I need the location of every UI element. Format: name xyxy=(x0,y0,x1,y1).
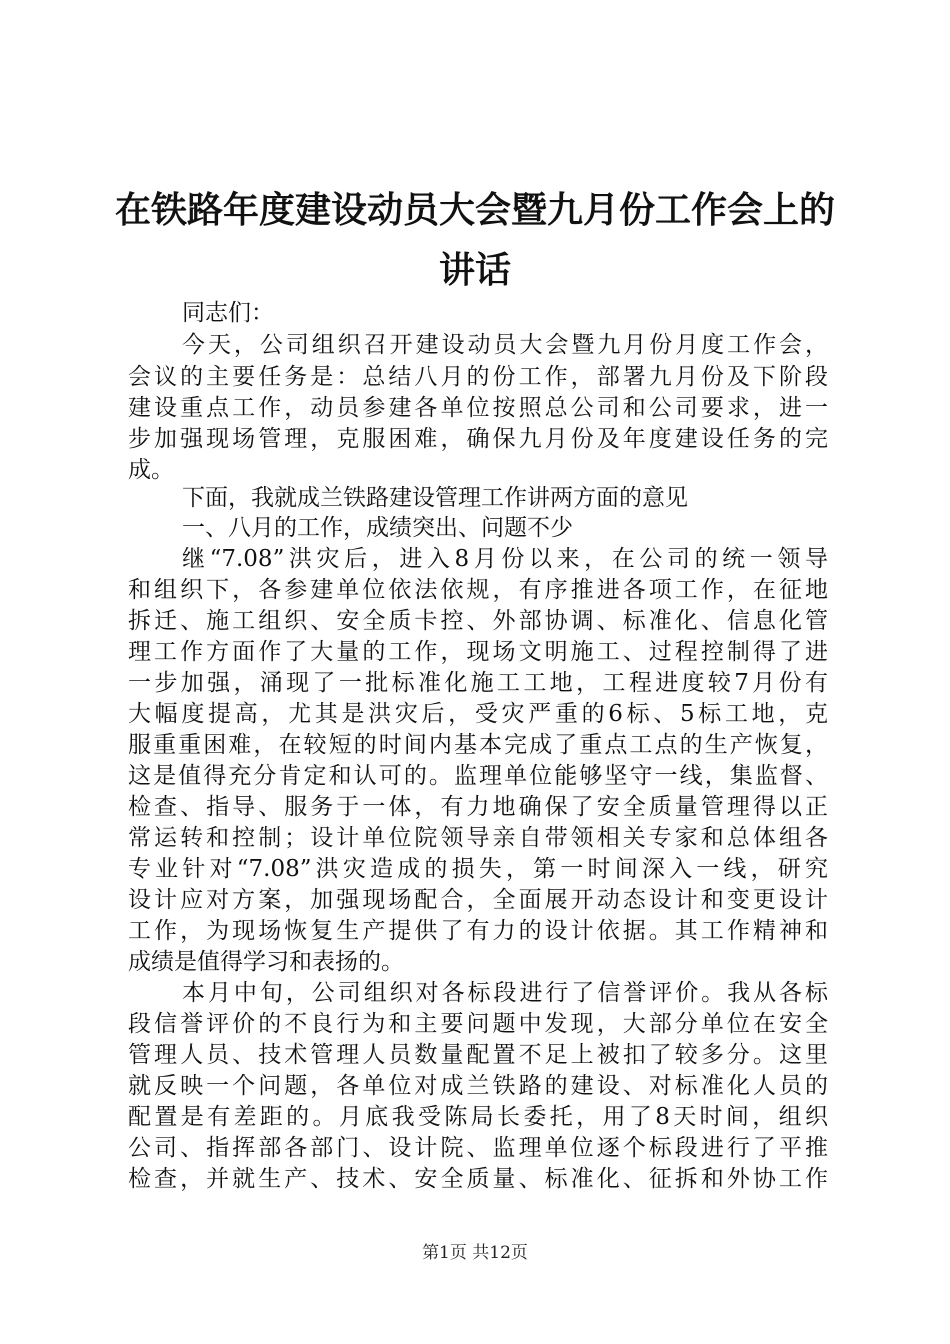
text-line: 工作，为现场恢复生产提供了有力的设计依据。其工作精神和 xyxy=(128,918,828,944)
text-line: 下面，我就成兰铁路建设管理工作讲两方面的意见 xyxy=(182,485,688,511)
text-line: 段信誉评价的不良行为和主要问题中发现，大部分单位在安全 xyxy=(128,1011,828,1037)
text-line: 一步加强，涌现了一批标准化施工工地，工程进度较7月份有 xyxy=(128,670,828,696)
document-title-line-1: 在铁路年度建设动员大会暨九月份工作会上的 xyxy=(114,189,835,231)
text-line: 本月中旬，公司组织对各标段进行了信誉评价。我从各标 xyxy=(182,980,828,1006)
section-heading: 一、八月的工作，成绩突出、问题不少 xyxy=(182,515,573,541)
text-line: 配置是有差距的。月底我受陈局长委托，用了8天时间，组织 xyxy=(128,1104,828,1130)
text-line: 大幅度提高，尤其是洪灾后，受灾严重的6标、5标工地，克 xyxy=(128,701,828,727)
text-line: 会议的主要任务是：总结八月的份工作，部署九月份及下阶段 xyxy=(128,364,828,390)
text-line: 建设重点工作，动员参建各单位按照总公司和公司要求，进一 xyxy=(128,395,828,421)
text-line: 继“7.08”洪灾后，进入8月份以来，在公司的统一领导 xyxy=(182,546,828,572)
text-line: 管理人员、技术管理人员数量配置不足上被扣了较多分。这里 xyxy=(128,1042,828,1068)
document-title-line-2: 讲话 xyxy=(438,249,511,291)
text-line: 和组织下，各参建单位依法依规，有序推进各项工作，在征地 xyxy=(128,577,828,603)
text-line: 拆迁、施工组织、安全质卡控、外部协调、标准化、信息化管 xyxy=(128,608,828,634)
text-line: 这是值得充分肯定和认可的。监理单位能够坚守一线，集监督、 xyxy=(128,763,828,789)
text-line: 成。 xyxy=(128,457,174,483)
text-line: 公司、指挥部各部门、设计院、监理单位逐个标段进行了平推 xyxy=(128,1135,828,1161)
text-line: 专业针对“7.08”洪灾造成的损失，第一时间深入一线，研究 xyxy=(128,856,828,882)
text-line: 设计应对方案，加强现场配合，全面展开动态设计和变更设计 xyxy=(128,887,828,913)
text-line: 成绩是值得学习和表扬的。 xyxy=(128,949,404,975)
text-line: 理工作方面作了大量的工作，现场文明施工、过程控制得了进 xyxy=(128,639,828,665)
text-line: 就反映一个问题，各单位对成兰铁路的建设、对标准化人员的 xyxy=(128,1073,828,1099)
text-line: 检查，并就生产、技术、安全质量、标准化、征拆和外协工作 xyxy=(128,1166,828,1192)
text-line: 服重重困难，在较短的时间内基本完成了重点工点的生产恢复， xyxy=(128,732,828,758)
page-number-footer: 第1页 共12页 xyxy=(422,1243,528,1263)
salutation: 同志们： xyxy=(182,300,274,326)
text-line: 步加强现场管理，克服困难，确保九月份及年度建设任务的完 xyxy=(128,426,828,452)
text-line: 今天，公司组织召开建设动员大会暨九月份月度工作会， xyxy=(182,332,828,358)
text-line: 检查、指导、服务于一体，有力地确保了安全质量管理得以正 xyxy=(128,794,828,820)
text-line: 常运转和控制；设计单位院领导亲自带领相关专家和总体组各 xyxy=(128,825,828,851)
